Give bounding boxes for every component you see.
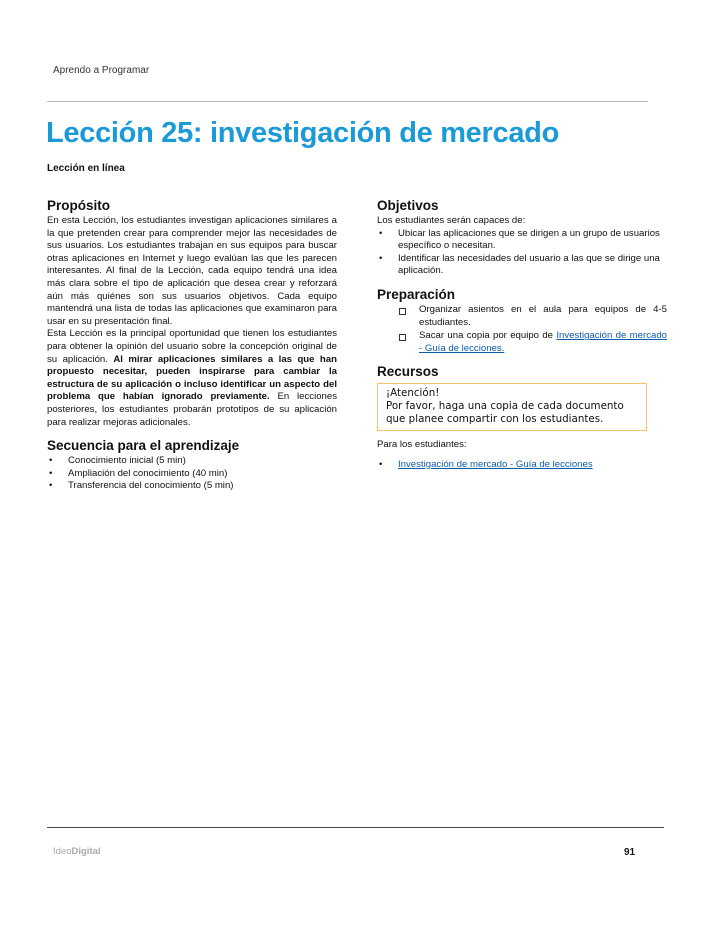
purpose-paragraph-2: [47, 328, 337, 429]
lesson-type: Lección en línea: [47, 163, 125, 174]
student-resources-list: [377, 459, 667, 472]
attention-notice: [377, 383, 647, 431]
objectives-intro: Los estudiantes serán capaces de:: [377, 215, 526, 226]
sequence-list: [47, 455, 337, 493]
purpose-heading: Propósito: [47, 198, 110, 213]
brand-light: Ideo: [53, 846, 72, 857]
resources-heading: Recursos: [377, 364, 439, 380]
list-item: • Identificar las necesidades del usuario a las que se dirige una aplicación.: [377, 253, 667, 278]
list-item: Organizar asientos en el aula para equipos de 4-5 estudiantes.: [399, 304, 667, 329]
sequence-heading: Secuencia para el aprendizaje: [47, 438, 240, 454]
preparation-item2-text: Sacar una copia por equipo de: [419, 330, 557, 342]
lesson-guide-link[interactable]: Investigación de mercado - Guía de lecciones.: [419, 330, 668, 354]
running-header: Aprendo a Programar: [53, 65, 150, 76]
list-item: • Ubicar las aplicaciones que se dirigen a un grupo de usuarios específico o necesitan.: [377, 228, 667, 253]
objectives-heading: Objetivos: [377, 198, 439, 213]
objectives-list: [377, 228, 667, 278]
student-guide-link[interactable]: Investigación de mercado - Guía de lecciones: [398, 458, 593, 470]
right-column: [377, 197, 667, 472]
for-students-label: Para los estudiantes:: [377, 439, 467, 451]
preparation-list: [377, 304, 667, 355]
notice-text: Por favor, haga una copia de cada documento que planee compartir con los estudiantes.: [386, 400, 624, 426]
list-item: [399, 330, 667, 355]
left-column: [47, 197, 337, 493]
top-divider: [47, 101, 648, 102]
footer-brand-logo: [53, 846, 101, 857]
purpose-paragraph-1: En esta Lección, los estudiantes investigan aplicaciones similares a la que pretenden crear para comprender mejor las necesidades de sus usuarios. Los estudiantes trabajan en sus equipos para buscar otras aplicaciones en Internet y luego evalúan las que les parecen interesantes. Al final de la Lección, cada equipo tendrá una idea más clara sobre el tipo de aplicación que desea crear y reforzará aún más quiénes son sus usuarios objetivos. Cada equipo mantendrá una lista de todas las aplicaciones que examinaron para usar en su presentación final.: [47, 215, 337, 327]
list-item: • Transferencia del conocimiento (5 min): [47, 480, 337, 493]
brand-bold: Digital: [71, 846, 101, 857]
purpose-p2-end: En lecciones posteriores, los estudiantes probarán prototipos de su aplicación para realizar mejoras adicionales.: [47, 391, 337, 428]
purpose-p2-start: Esta Lección es la principal oportunidad que tienen los estudiantes para obtener la opinión del usuario sobre la concepción original de su aplicación.: [47, 328, 337, 365]
purpose-p2-bold: Al mirar aplicaciones similares a las que han propuesto necesitar, pueden inspirarse para cambiar la estructura de su aplicación o incluso identificar un aspecto del problema que habían ignorado previamente.: [47, 353, 337, 403]
list-item: • Ampliación del conocimiento (40 min): [47, 468, 337, 481]
page-number: 91: [624, 847, 636, 858]
notice-title: ¡Atención!: [386, 387, 440, 400]
bottom-divider: [47, 827, 664, 828]
list-item: [377, 459, 667, 472]
page-title: Lección 25: investigación de mercado: [46, 117, 559, 149]
preparation-heading: Preparación: [377, 286, 456, 302]
list-item: • Conocimiento inicial (5 min): [47, 455, 337, 468]
